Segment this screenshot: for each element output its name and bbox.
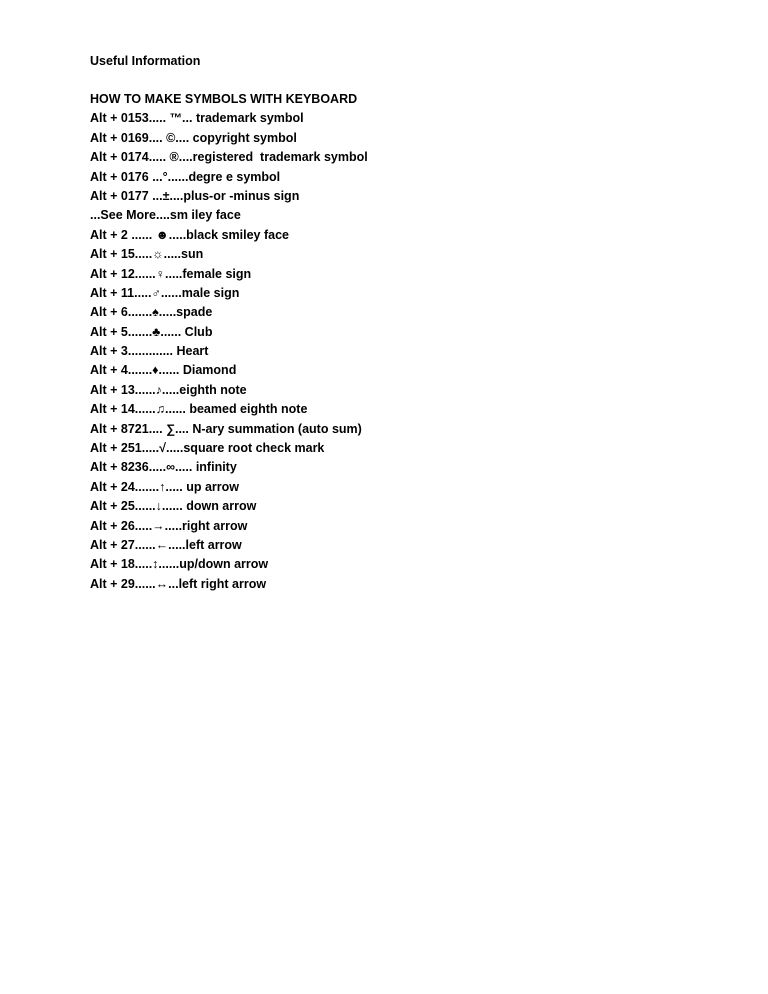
list-item: Alt + 2 ...... ☻.....black smiley face (90, 227, 290, 242)
list-item: Alt + 0153..... ™... trademark symbol (90, 111, 304, 126)
section-heading: HOW TO MAKE SYMBOLS WITH KEYBOARD (90, 92, 358, 106)
list-item: Alt + 0177 ...±....plus-or -minus sign (90, 188, 300, 203)
list-item: Alt + 8236.....∞..... infinity (90, 460, 237, 475)
list-item: Alt + 13......♪.....eighth note (90, 382, 247, 397)
list-item: Alt + 18.....↕......up/down arrow (90, 557, 269, 572)
list-item: Alt + 26.....→.....right arrow (90, 518, 248, 533)
document-page (90, 51, 730, 594)
list-item: Alt + 0174..... ®....registered trademark symbol (90, 150, 368, 165)
list-item: Alt + 4.......♦...... Diamond (90, 363, 237, 378)
list-item: Alt + 0169.... ©.... copyright symbol (90, 130, 297, 145)
symbol-list (90, 109, 730, 594)
list-item: Alt + 8721.... ∑.... N-ary summation (auto sum) (90, 421, 362, 436)
list-item: Alt + 12......♀.....female sign (90, 266, 252, 281)
document-title: Useful Information (90, 54, 201, 68)
list-item: ...See More....sm iley face (90, 208, 241, 223)
list-item: Alt + 29......↔...left right arrow (90, 576, 267, 591)
list-item: Alt + 24.......↑..... up arrow (90, 479, 239, 494)
blank-line (90, 71, 730, 90)
list-item: Alt + 25......↓...... down arrow (90, 499, 257, 514)
list-item: Alt + 0176 ...°......degre e symbol (90, 169, 281, 184)
list-item: Alt + 11.....♂......male sign (90, 285, 240, 300)
list-item: Alt + 14......♫...... beamed eighth note (90, 402, 308, 417)
list-item: Alt + 251.....√.....square root check mark (90, 441, 325, 456)
list-item: Alt + 5.......♣...... Club (90, 324, 213, 339)
list-item: Alt + 3............. Heart (90, 344, 209, 359)
list-item: Alt + 6.......♠.....spade (90, 305, 213, 320)
list-item: Alt + 27......←.....left arrow (90, 537, 242, 552)
list-item: Alt + 15.....☼.....sun (90, 247, 204, 262)
